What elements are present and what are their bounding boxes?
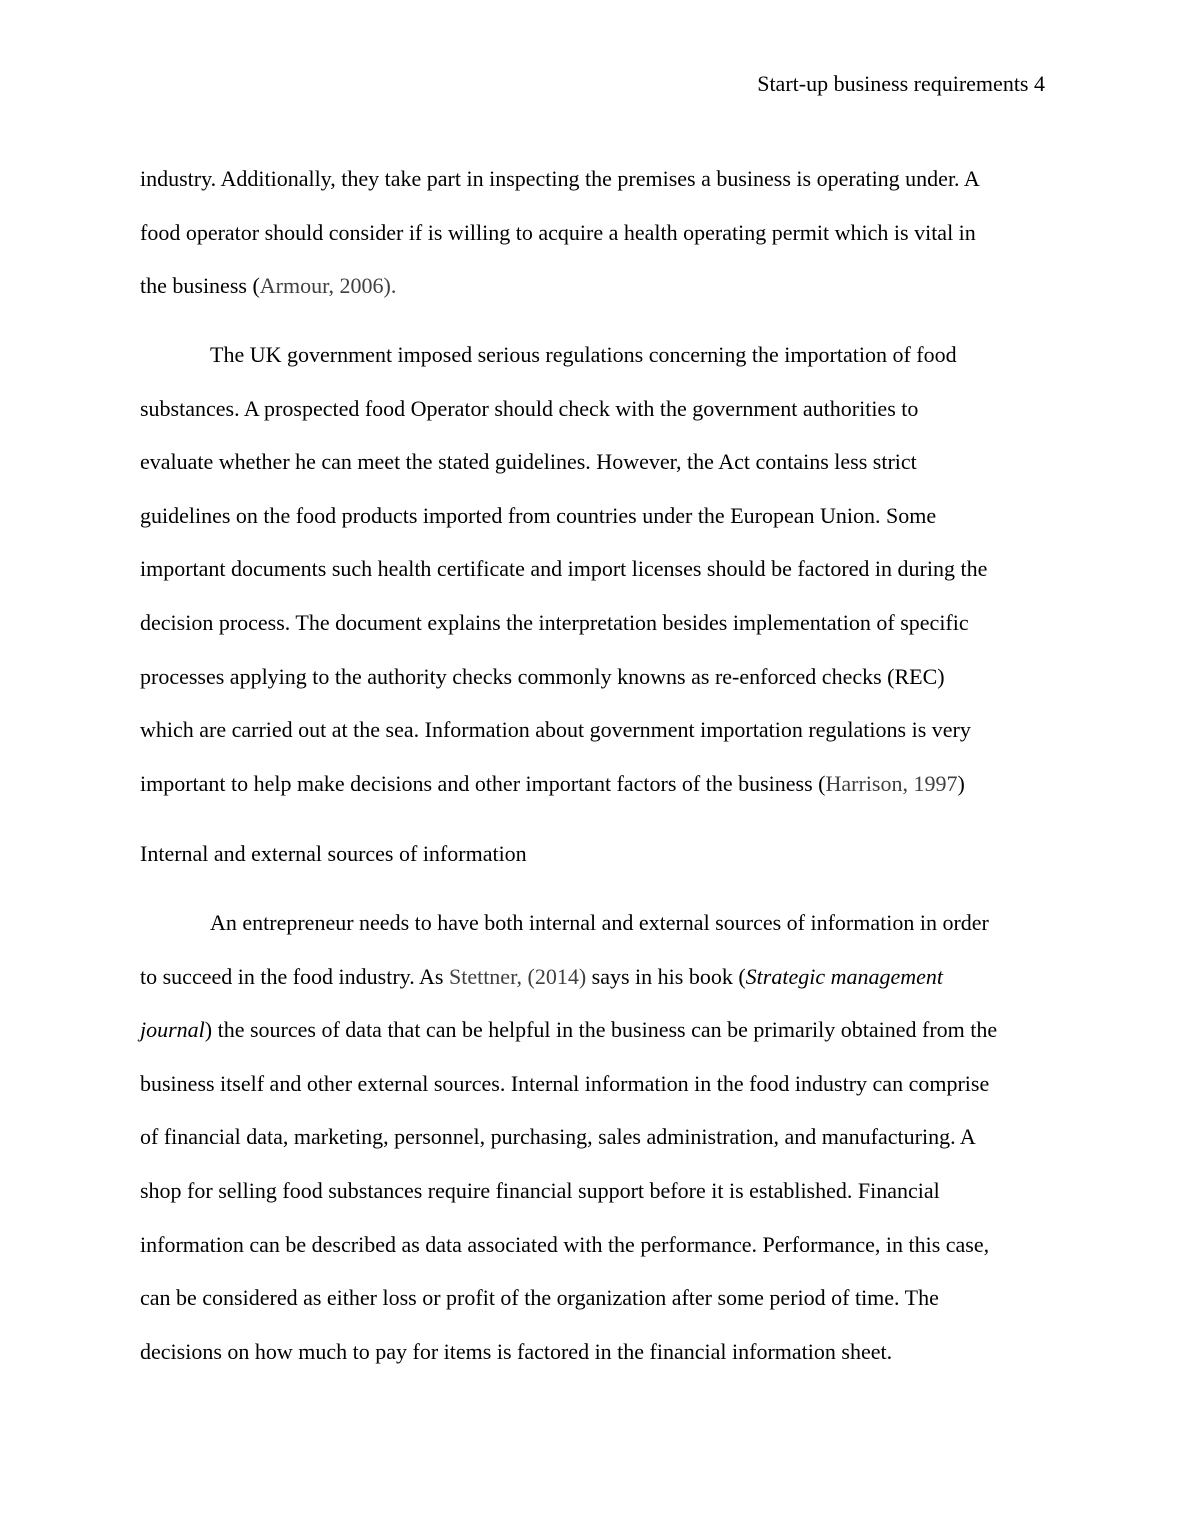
text-span: important to help make decisions and other important factors of the business ( <box>140 770 826 796</box>
citation: Stettner, (2014) <box>448 963 587 989</box>
text-span: the business ( <box>140 273 260 299</box>
text-line <box>140 1003 1052 1057</box>
section-heading <box>140 827 1052 881</box>
text-line: industry. Additionally, they take part in inspecting the premises a business is operating under. A <box>140 166 980 191</box>
text-line: guidelines on the food products imported from countries under the European Union. Some <box>140 502 937 528</box>
paragraph-continuation <box>140 152 1052 313</box>
text-span: says in his book ( <box>586 963 746 989</box>
text-span: ) <box>957 770 965 796</box>
text-line <box>140 259 1052 313</box>
text-span: ) the sources of data that can be helpful in the business can be primarily obtained from the <box>204 1017 998 1043</box>
paragraph-import-regulations <box>140 328 1052 810</box>
running-head: Start-up business requirements 4 <box>757 71 1045 96</box>
heading-text: Internal and external sources of information <box>140 841 527 866</box>
text-line: business itself and other external sources. Internal information in the food industry can comprise <box>140 1070 990 1096</box>
text-line: food operator should consider if is willing to acquire a health operating permit which is vital in <box>140 219 976 245</box>
text-line: processes applying to the authority checks commonly knowns as re-enforced checks (REC) <box>140 663 945 689</box>
citation: Harrison, 1997 <box>825 770 958 796</box>
text-line <box>140 950 1052 1004</box>
text-span: to succeed in the food industry. As <box>140 963 449 989</box>
text-line <box>140 757 1052 811</box>
citation: Armour, 2006). <box>259 273 397 299</box>
text-line: important documents such health certificate and import licenses should be factored in during the <box>140 556 988 582</box>
text-line: The UK government imposed serious regulations concerning the importation of food <box>210 342 957 367</box>
book-title: Strategic management <box>745 963 944 989</box>
text-line: An entrepreneur needs to have both internal and external sources of information in order <box>210 910 989 935</box>
text-line: substances. A prospected food Operator should check with the government authorities to <box>140 395 919 421</box>
paragraph-information-sources <box>140 896 1052 1378</box>
text-line: of financial data, marketing, personnel, purchasing, sales administration, and manufacturing. A <box>140 1124 976 1150</box>
text-line: decision process. The document explains the interpretation besides implementation of specific <box>140 609 969 635</box>
text-line: decisions on how much to pay for items is factored in the financial information sheet. <box>140 1338 893 1364</box>
text-line: which are carried out at the sea. Information about government importation regulations is very <box>140 717 971 743</box>
book-title: journal <box>140 1017 205 1043</box>
text-line: evaluate whether he can meet the stated guidelines. However, the Act contains less strict <box>140 449 917 475</box>
text-line: information can be described as data associated with the performance. Performance, in this case, <box>140 1231 990 1257</box>
text-line: shop for selling food substances require financial support before it is established. Financial <box>140 1177 940 1203</box>
text-line: can be considered as either loss or profit of the organization after some period of time. The <box>140 1285 939 1311</box>
